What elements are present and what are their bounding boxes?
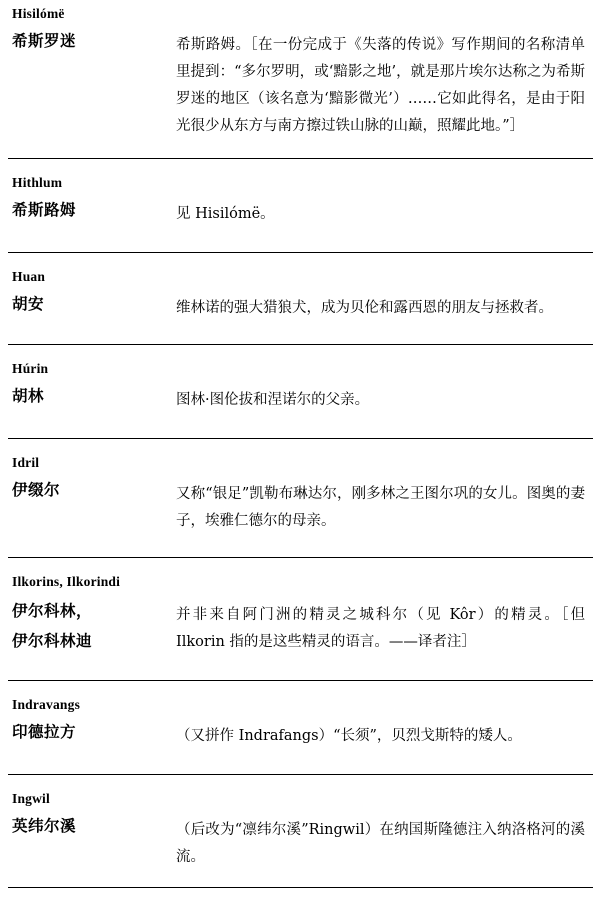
- term-chinese: 英纬尔溪: [12, 816, 77, 835]
- entry-divider: [8, 557, 593, 558]
- term-column: [8, 173, 168, 223]
- entry-divider: [8, 680, 593, 681]
- term-chinese: 希斯罗迷: [12, 31, 77, 50]
- term-english: Ilkorins, Ilkorindi: [12, 574, 121, 589]
- glossary-page: [0, 4, 611, 914]
- term-chinese: 伊缀尔: [12, 480, 61, 499]
- term-column: [8, 695, 168, 745]
- term-english: Indravangs: [12, 697, 81, 712]
- glossary-entry: [8, 695, 593, 750]
- term-column: [8, 453, 168, 503]
- gloss-column: [168, 359, 593, 414]
- spacer: [8, 414, 593, 438]
- gloss-text: 维林诺的强大猎狼犬，成为贝伦和露西恩的朋友与拯救者。: [176, 300, 553, 316]
- term-chinese: 伊尔科林，: [12, 601, 93, 620]
- term-chinese: 印德拉方: [12, 722, 77, 741]
- term-column: [8, 359, 168, 409]
- spacer: [8, 322, 593, 344]
- glossary-entry: [8, 572, 593, 656]
- glossary-entry: [8, 4, 593, 140]
- spacer: [8, 656, 593, 680]
- entry-divider: [8, 887, 593, 888]
- term-chinese-line2: 伊尔科林迪: [12, 631, 93, 650]
- gloss-text: （后改为“凛纬尔溪”Ringwil）在纳国斯隆德注入纳洛格河的溪流。: [176, 822, 585, 865]
- term-column: [8, 789, 168, 839]
- term-column: [8, 572, 168, 656]
- gloss-column: [168, 453, 593, 535]
- gloss-text: 见 Hisilómë。: [176, 206, 275, 222]
- gloss-column: [168, 695, 593, 750]
- entry-divider: [8, 438, 593, 439]
- entry-divider: [8, 252, 593, 253]
- term-english: Hithlum: [12, 175, 63, 190]
- term-english: Húrin: [12, 361, 49, 376]
- entry-divider: [8, 158, 593, 159]
- entry-divider: [8, 774, 593, 775]
- glossary-entry: [8, 267, 593, 322]
- gloss-column: [168, 173, 593, 228]
- glossary-entry: [8, 789, 593, 871]
- gloss-text: 图林·图伦拔和涅诺尔的父亲。: [176, 392, 370, 408]
- term-chinese: 胡林: [12, 386, 45, 405]
- glossary-entry: [8, 359, 593, 414]
- gloss-column: [168, 267, 593, 322]
- gloss-text: 并非来自阿门洲的精灵之城科尔（见 Kôr）的精灵。［但 Ilkorin 指的是这些精灵的语言。——译者注］: [176, 607, 585, 650]
- gloss-text: （又拼作 Indrafangs）“长须”，贝烈戈斯特的矮人。: [176, 728, 522, 744]
- spacer: [8, 140, 593, 158]
- spacer: [8, 228, 593, 252]
- term-chinese: 胡安: [12, 294, 45, 313]
- spacer: [8, 535, 593, 557]
- glossary-entry: [8, 173, 593, 228]
- term-english: Huan: [12, 269, 46, 284]
- entry-divider: [8, 344, 593, 345]
- spacer: [8, 871, 593, 887]
- spacer: [8, 750, 593, 774]
- term-english: Idril: [12, 455, 40, 470]
- gloss-column: [168, 4, 593, 140]
- gloss-column: [168, 572, 593, 656]
- term-column: [8, 4, 168, 54]
- gloss-column: [168, 789, 593, 871]
- term-english: Ingwil: [12, 791, 50, 806]
- term-chinese: 希斯路姆: [12, 200, 77, 219]
- glossary-entry: [8, 453, 593, 535]
- gloss-text: 希斯路姆。［在一份完成于《失落的传说》写作期间的名称清单里提到：“多尔罗明，或‘黯影之地’，就是那片埃尔达称之为希斯罗迷的地区（该名意为‘黯影微光’）……它如此得名，是由于阳光很少从东方与南方擦过铁山脉的山巅，照耀此地。”］: [176, 37, 585, 134]
- term-column: [8, 267, 168, 317]
- gloss-text: 又称“银足”凯勒布琳达尔，刚多林之王图尔巩的女儿。图奥的妻子，埃雅仁德尔的母亲。: [176, 486, 585, 529]
- term-english: Hisilómë: [12, 6, 65, 21]
